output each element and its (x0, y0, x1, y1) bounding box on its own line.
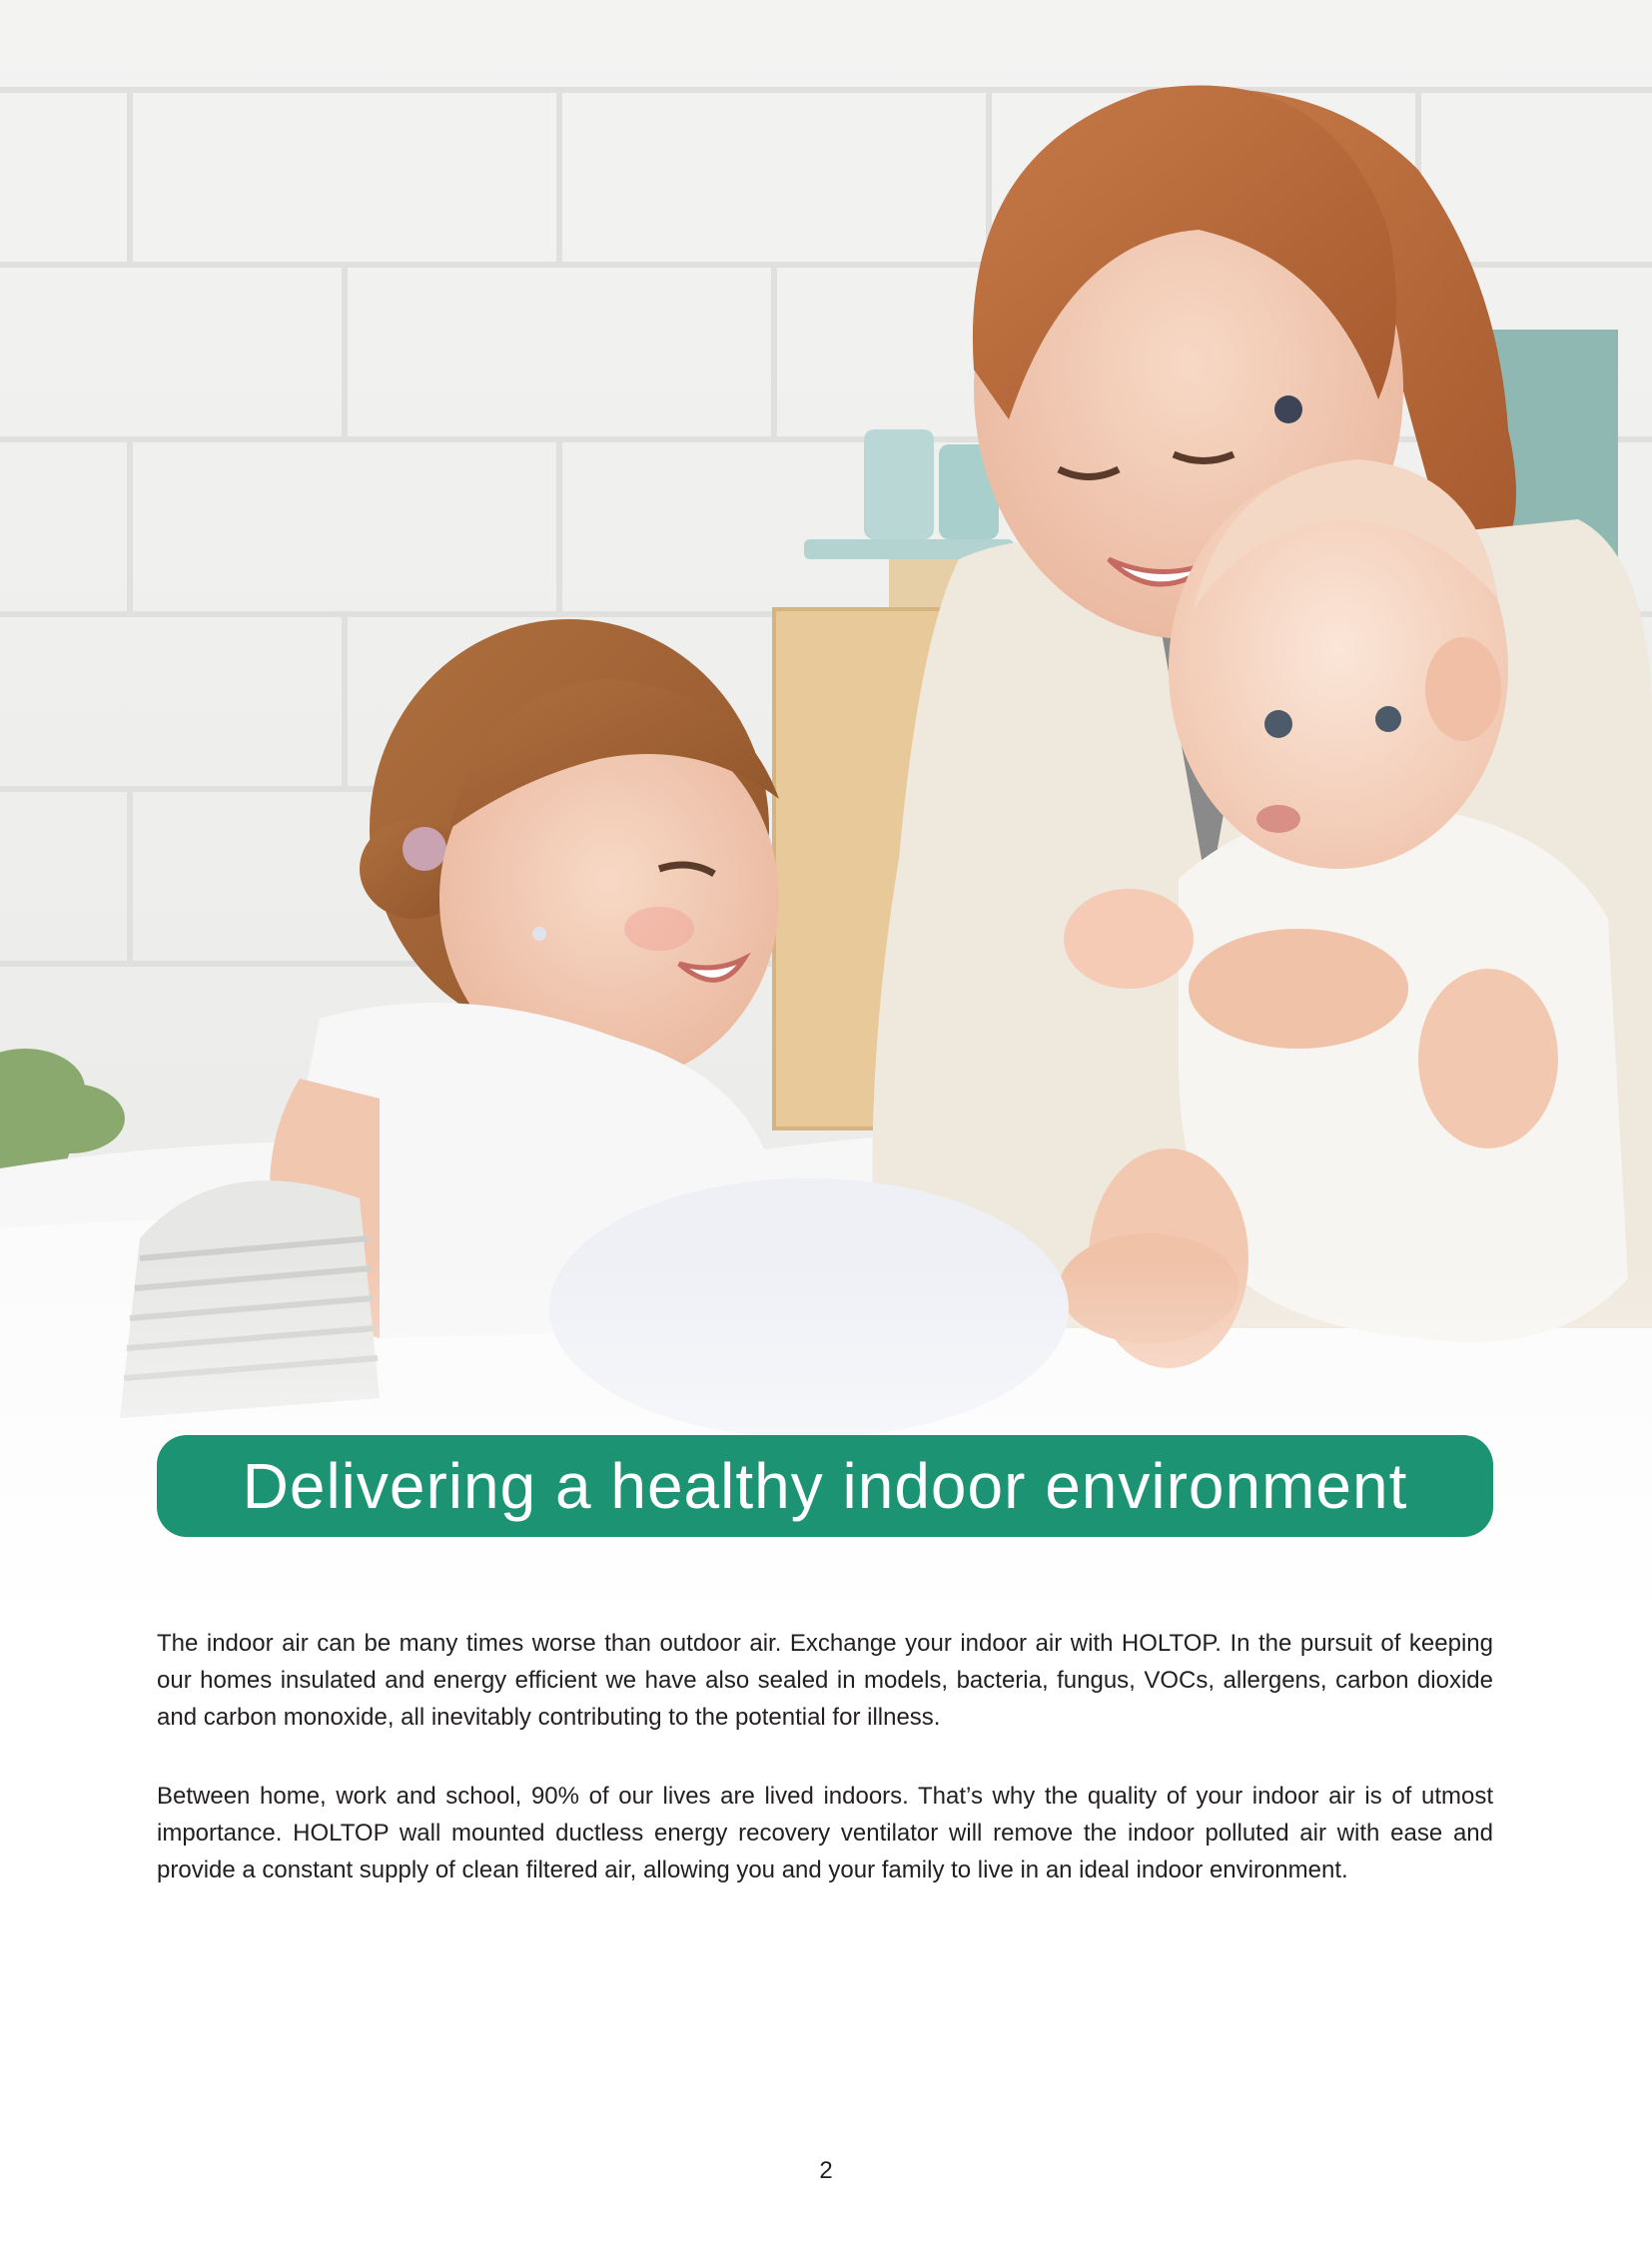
body-text (157, 1625, 1493, 1888)
paragraph-indoor-air: The indoor air can be many times worse than outdoor air. Exchange your indoor air with HOLTOP. In the pursuit of keeping our homes insulated and energy efficient we have also sealed in models, bacteria, fungus, VOCs, allergens, carbon dioxide and carbon monoxide, all inevitably contributing to the potential for illness. (157, 1630, 1493, 1731)
paragraph-air-quality: Between home, work and school, 90% of our lives are lived indoors. That’s why the quality of your indoor air is of utmost importance. HOLTOP wall mounted ductless energy recovery ventilator will remove the indoor polluted air with ease and provide a constant supply of clean filtered air, allowing you and your family to live in an ideal indoor environment. (157, 1783, 1493, 1883)
page-title: Delivering a healthy indoor environment (242, 1450, 1408, 1522)
page-number: 2 (819, 2157, 833, 2184)
headline-banner (157, 1435, 1493, 1537)
